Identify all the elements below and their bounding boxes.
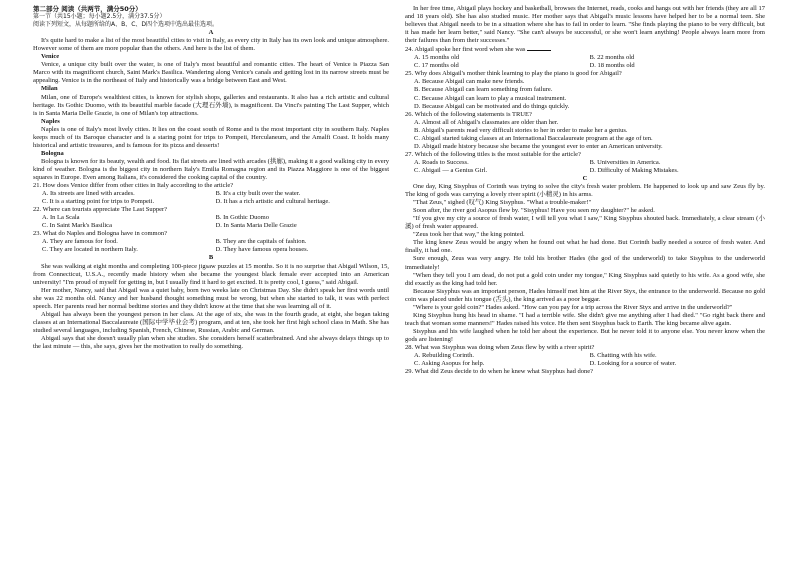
passage-b-paragraph-4: Abigail says that she doesn't usually plan when she studies. She considers herself scatterbrained. And she always delays things up to the last minute — this, she says, gives her the motivation to really do something. (33, 334, 389, 350)
question-29: 29. What did Zeus decide to do when he knew what Sisyphus had done? (405, 368, 593, 376)
q23-option-b[interactable]: B. They are the capitals of fashion. (215, 238, 307, 246)
q24-option-c[interactable]: C. 17 months old (414, 62, 459, 70)
venice-heading: Venice (41, 53, 60, 61)
passage-c-paragraph-3: Soon after, the river god Asopus flew by. "Sisyphus! Have you seen my daughter?" he asked. (413, 207, 655, 215)
passage-b-paragraph-5: In her free time, Abigail plays hockey and basketball, browses the Internet, reads, cooks and hangs out with her friends (they are all 17 and 18 years old). She has also studied music. Her mother says that Abigail's music lessons have helped her to be a normal teen. She believes that Abigail needs to be in a situation where she has to fail in order to learn. "She finds playing the piano to be very difficult, but it has made her learn better," said Nancy. "She can't always be successful, or she won't learn anything! People always learn more from their failures than from their successes." (405, 5, 765, 45)
passage-c-paragraph-4: "If you give my city a source of fresh water, I will tell you what I saw," King Sisyphus shouted back. Immediately, a clear stream (小溪) of fresh water appeared. (405, 215, 765, 231)
q28-option-d[interactable]: D. Looking for a source of water. (589, 360, 677, 368)
passage-c-paragraph-9: Because Sisyphus was an important person, Hades himself met him at the River Styx, the entrance to the underworld. Because no gold coin was placed under his tongue (舌头), the king arrived as a poor beggar. (405, 287, 765, 303)
q21-option-c[interactable]: C. It is a starting point for trips to Pompeii. (42, 198, 155, 206)
q22-option-a[interactable]: A. In La Scala (42, 214, 80, 222)
passage-c-paragraph-8: "When they tell you I am dead, do not put a gold coin under my tongue," King Sisyphus said quietly to his wife. As a good wife, she did exactly as the king had told her. (405, 271, 765, 287)
instruction: 阅读下列短文，从每题所给的A、B、C、D四个选项中选出最佳选项。 (33, 21, 219, 29)
passage-b-paragraph-2: Her mother, Nancy, said that Abigail was a quiet baby, born two weeks late on Christmas Day. She didn't speak her first words until she was 22 months old. Nancy and her husband thought something must be wrong, but when she started to talk, it was with perfect speech. Her parents read her normal bedtime stories and they didn't know at the time that she was learning all of it. (33, 286, 389, 310)
q24-options-row2 (405, 62, 765, 70)
passage-b-label: B (208, 254, 214, 262)
passage-c-paragraph-7: Sure enough, Zeus was very angry. He told his brother Hades (the god of the underworld) to take Sisyphus to the underworld immediately! (405, 255, 765, 271)
q24-option-a[interactable]: A. 15 months old (414, 54, 460, 62)
passage-c-paragraph-5: "Zeus took her that way," the king pointed. (413, 231, 525, 239)
q21-options-row2 (33, 198, 389, 206)
passage-c-paragraph-12: Sisyphus and his wife laughed when he told her about the experience. But he never told it to anyone else. You never know when the gods are listening! (405, 327, 765, 343)
naples-heading: Naples (41, 117, 60, 125)
milan-text: Milan, one of Europe's wealthiest cities, is known for stylish shops, galleries and restaurants. It also has a rich artistic and cultural heritage. Its Gothic Duomo, with its beautiful marble facade (大理石外墙), is magnificent. Da Vinci's painting The Last Supper, which is in Santa Maria Delle Grazie, is one of Milan's top attractions. (33, 93, 389, 117)
q26-option-c[interactable]: C. Abigail started taking classes at an International Baccalaureate program at the age of ten. (414, 134, 653, 142)
q25-option-c[interactable]: C. Because Abigail can learn to play a musical instrument. (414, 94, 567, 102)
milan-heading: Milan (41, 85, 58, 93)
q25-option-a[interactable]: A. Because Abigail can make new friends. (414, 78, 525, 86)
question-24 (405, 45, 765, 54)
q27-option-d[interactable]: D. Difficulty of Making Mistakes. (589, 166, 679, 174)
q22-options-row2 (33, 222, 389, 230)
q27-option-b[interactable]: B. Universities in America. (589, 158, 661, 166)
q27-option-a[interactable]: A. Roads to Success. (414, 158, 469, 166)
passage-a-intro: It's quite hard to make a list of the most beautiful cities to visit in Italy, as every city in Italy has its own look and unique atmosphere. However some of them are more popular than the others. And here is the list of them. (33, 37, 389, 53)
passage-b-paragraph-1: She was walking at eight months and completing 100-piece jigsaw puzzles at 15 months. So it is no surprise that Abigail Wilson, 15, from Connecticut, U.S.A., recently made history when she became the youngest black female ever accepted into an American university! "I'm proud of myself for getting in, but I usually find it hard to get excited. It is pretty cool, I guess," said Abigail. (33, 262, 389, 286)
q23-options-row2 (33, 246, 389, 254)
section-title: 第二部分 阅读（共两节，满分50分） (33, 5, 142, 13)
q21-option-b[interactable]: B. It's a city built over the water. (215, 190, 301, 198)
q27-options-row2 (405, 167, 765, 175)
bologna-text: Bologna is known for its beauty, wealth and food. Its flat streets are lined with arcades (拱廊), making it a good walking city in every kind of weather. Bologna is the biggest city in northern Italy's Emilia Romagna region and its Piazza Maggiore is one of the biggest squares in Europe. Even among Italians, it's considered the cooking capital of the country. (33, 157, 389, 181)
passage-c-paragraph-6: The king knew Zeus would be angry when he found out what he had done. But Corinth badly needed a source of fresh water. And finally, it had one. (405, 239, 765, 255)
answer-blank[interactable] (527, 45, 551, 51)
right-column (405, 5, 765, 376)
q28-options-row1 (405, 352, 765, 360)
passage-b-paragraph-3: Abigail has always been the youngest person in her class. At the age of six, she was in the fourth grade, at eight, she began taking classes at an International Baccalaureate (国际中学毕业会考) program, and at ten, she took her first high school class in Math. She has studied several languages, including Spanish, French, Chinese, Russian, Arabic and German. (33, 310, 389, 334)
q23-option-d[interactable]: D. They have famous opera houses. (215, 246, 309, 254)
question-23: 23. What do Naples and Bologna have in common? (33, 230, 168, 238)
q28-option-b[interactable]: B. Chatting with his wife. (589, 352, 657, 360)
question-26: 26. Which of the following statements is TRUE? (405, 110, 532, 118)
passage-c-paragraph-2: "That Zeus," sighed (叹气) King Sisyphus. "What a trouble-maker!" (413, 199, 592, 207)
q21-options-row1 (33, 190, 389, 198)
q23-option-a[interactable]: A. They are famous for food. (42, 238, 118, 246)
q22-option-d[interactable]: D. In Santa Maria Delle Grazie (215, 222, 297, 230)
question-25: 25. Why does Abigail's mother think learning to play the piano is good for Abigail? (405, 70, 622, 78)
left-column (33, 5, 389, 351)
question-22: 22. Where can tourists appreciate The Last Supper? (33, 206, 168, 214)
q28-options-row2 (405, 360, 765, 368)
q24-option-d[interactable]: D. 18 months old (589, 62, 635, 70)
q26-option-b[interactable]: B. Abigail's parents read very difficult stories to her in order to make her a genius. (414, 126, 628, 134)
bologna-heading: Bologna (41, 149, 64, 157)
q28-option-a[interactable]: A. Rebuilding Corinth. (414, 352, 474, 360)
q24-option-b[interactable]: B. 22 months old (589, 54, 635, 62)
passage-c-label: C (582, 174, 588, 182)
question-21: 21. How does Venice differ from other cities in Italy according to the article? (33, 182, 234, 190)
question-24-text: 24. Abigail spoke her first word when she was (405, 46, 526, 54)
q22-option-c[interactable]: C. In Saint Mark's Basilica (42, 222, 112, 230)
question-27: 27. Which of the following titles is the most suitable for the article? (405, 150, 581, 158)
q25-option-b[interactable]: B. Because Abigail can learn something from failure. (414, 86, 553, 94)
q22-option-b[interactable]: B. In Gothic Duomo (215, 214, 269, 222)
question-28: 28. What was Sisyphus was doing when Zeus flew by with a river spirit? (405, 343, 595, 351)
q25-option-d[interactable]: D. Because Abigail can be motivated and do things quickly. (414, 102, 570, 110)
subsection-title: 第一节（共15小题；每小题2.5分，满分37.5分） (33, 13, 166, 21)
q21-option-a[interactable]: A. Its streets are lined with arcades. (42, 190, 135, 198)
q26-option-a[interactable]: A. Almost all of Abigail's classmates are older than her. (414, 118, 559, 126)
q27-options-row1 (405, 159, 765, 167)
q21-option-d[interactable]: D. It has a rich artistic and cultural heritage. (215, 198, 330, 206)
venice-text: Venice, a unique city built over the water, is one of Italy's most beautiful and romantic cities. The heart of Venice is Piazza San Marco with its magnificent church, Saint Mark's Basilica. Wandering along Venice's canals and getting lost in its narrow streets must be appealing. Venice is in the northeast of Italy and historically was a bridge between East and West. (33, 61, 389, 85)
passage-c-paragraph-11: King Sisyphus hung his head in shame. "I had a terrible wife. She didn't give me anything after I had died." "Go right back there and teach that woman some manners!" Hades raised his voice. He then sent Sisyphus back to Earth. The king became alive again. (405, 311, 765, 327)
passage-c-paragraph-10: "Where is your gold coin?" Hades asked. "How can you pay for a trip across the River Styx and arrive in the underworld?" (413, 303, 733, 311)
passage-c-paragraph-1: One day, King Sisyphus of Corinth was trying to solve the city's fresh water problem. He happened to look up and saw Zeus fly by. The king of gods was carrying a lovely river spirit (小精灵) in his arms. (405, 183, 765, 199)
q27-option-c[interactable]: C. Abigail — a Genius Girl. (414, 166, 488, 174)
q23-option-c[interactable]: C. They are located in northern Italy. (42, 246, 138, 254)
passage-a-label: A (208, 29, 214, 37)
q24-options-row1 (405, 54, 765, 62)
q28-option-c[interactable]: C. Asking Asopus for help. (414, 360, 485, 368)
q26-option-d[interactable]: D. Abigail made history because she became the youngest ever to enter an American university. (414, 142, 663, 150)
naples-text: Naples is one of Italy's most lively cities. It lies on the coast south of Rome and is the most important city in southern Italy. Naples keeps much of its Baroque character and is a staring point for trips to Pompeii, Herculaneum, and the Amalfi Coast. It holds many historical and artistic treasures, and is famous for its pizza and desserts! (33, 125, 389, 149)
q23-options-row1 (33, 238, 389, 246)
q22-options-row1 (33, 214, 389, 222)
